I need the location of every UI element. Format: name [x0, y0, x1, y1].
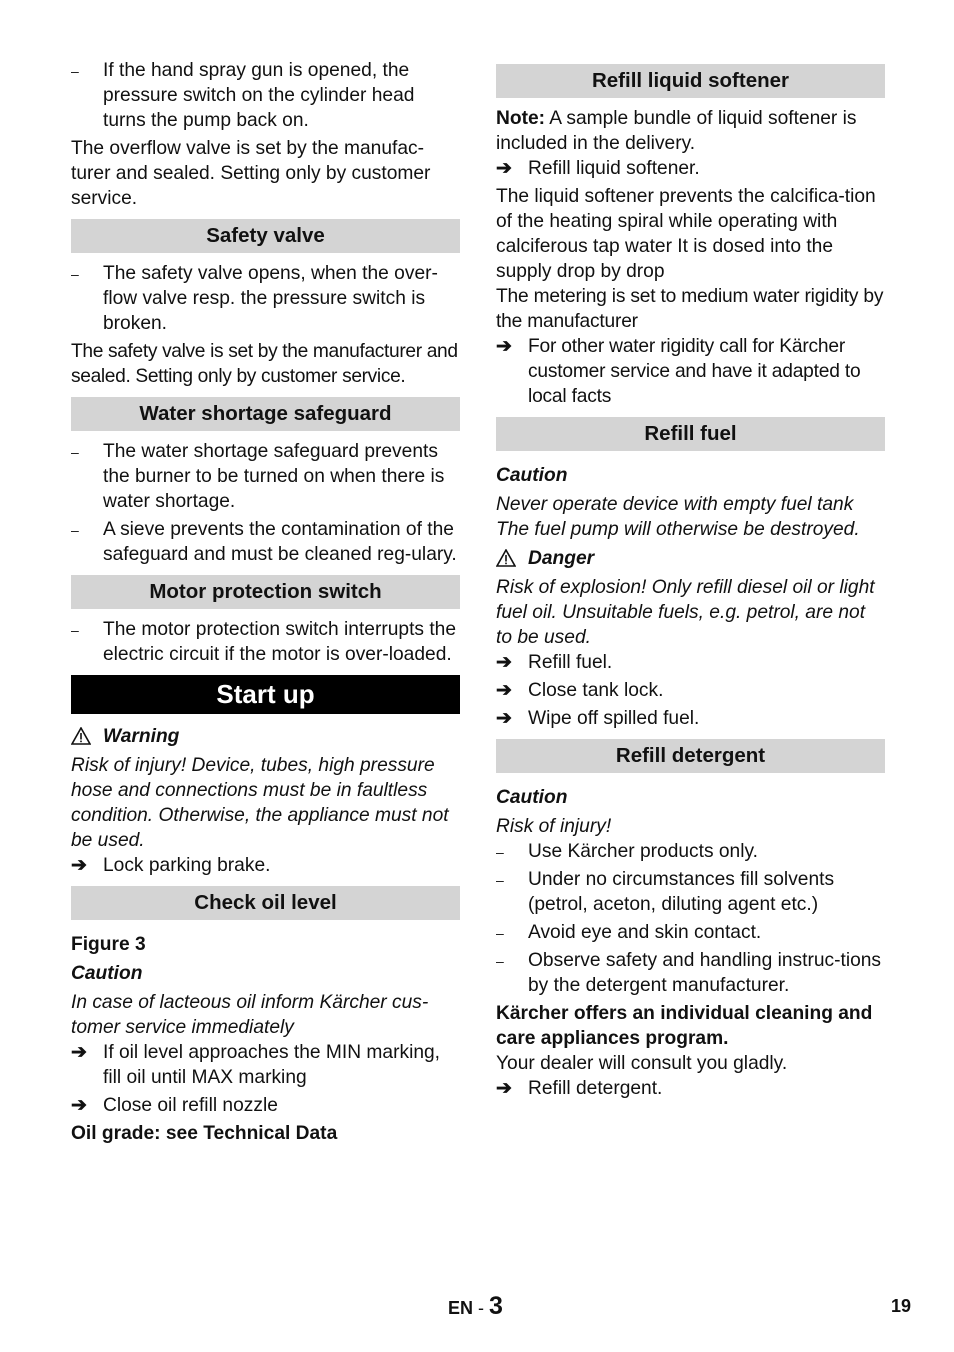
caution-text: Never operate device with empty fuel tank The fuel pump will otherwise be destroyed. — [496, 494, 860, 540]
list-item — [496, 948, 885, 998]
dash-bullet: – — [496, 953, 504, 969]
step-text: Lock parking brake. — [103, 855, 271, 876]
list-item — [71, 58, 460, 133]
arrow-icon: ➔ — [71, 855, 87, 876]
caution-label: Caution — [496, 465, 568, 486]
list-item — [71, 439, 460, 514]
step-text: Refill liquid softener. — [528, 158, 700, 179]
step-text: Refill detergent. — [528, 1078, 663, 1099]
step-text: For other water rigidity call for Kärcher customer service and have it adapted to local facts — [528, 336, 861, 407]
left-column — [71, 58, 460, 1146]
list-item-text: Observe safety and handling instruc-tions by the detergent manufacturer. — [528, 950, 882, 996]
section-heading-softener: Refill liquid softener — [496, 64, 885, 98]
warning-triangle-icon — [496, 549, 516, 567]
step-text: If oil level approaches the MIN marking, fill oil until MAX marking — [103, 1042, 440, 1088]
dash-bullet: – — [496, 872, 504, 888]
warning-text: Risk of injury! Device, tubes, high pressure hose and connections must be in faultless condition. Otherwise, the appliance must not be used. — [71, 755, 449, 851]
step-item — [496, 706, 885, 731]
oil-grade-text: Oil grade: see Technical Data — [71, 1123, 338, 1144]
step-text: Wipe off spilled fuel. — [528, 708, 700, 729]
footer-section-marker — [448, 1292, 503, 1321]
list-item — [71, 261, 460, 336]
section-heading-fuel: Refill fuel — [496, 417, 885, 451]
dash-bullet: – — [496, 925, 504, 941]
step-item — [496, 678, 885, 703]
chapter-heading-start-up: Start up — [71, 675, 460, 714]
list-item — [71, 517, 460, 567]
safety-valve-text: The safety valve is set by the manufacturer and sealed. Setting only by customer service. — [71, 341, 458, 387]
dash-bullet: – — [71, 444, 79, 460]
list-item — [496, 920, 885, 945]
danger-label — [496, 546, 885, 571]
overflow-valve-text: The overflow valve is set by the manufac-turer and sealed. Setting only by customer service. — [71, 138, 431, 209]
footer-separator: - — [473, 1298, 490, 1318]
step-text: Close oil refill nozzle — [103, 1095, 278, 1116]
dash-bullet: – — [71, 522, 79, 538]
caution-label: Caution — [496, 787, 568, 808]
section-heading-detergent: Refill detergent — [496, 739, 885, 773]
figure-reference: Figure 3 — [71, 934, 146, 955]
list-item-text: The safety valve opens, when the over-flow valve resp. the pressure switch is broken. — [103, 263, 438, 334]
caution-text: In case of lacteous oil inform Kärcher cus-tomer service immediately — [71, 992, 429, 1038]
step-item — [496, 334, 885, 409]
caution-text: Risk of injury! — [496, 816, 612, 837]
list-item-text: Use Kärcher products only. — [528, 841, 758, 862]
step-text: Refill fuel. — [528, 652, 613, 673]
footer-lang: EN — [448, 1298, 474, 1318]
dash-bullet: – — [71, 266, 79, 282]
dash-bullet: – — [496, 844, 504, 860]
warning-label — [71, 724, 460, 749]
list-item-text: The motor protection switch interrupts the electric circuit if the motor is over-loaded. — [103, 619, 456, 665]
list-item-text: A sieve prevents the contamination of the safeguard and must be cleaned reg-ulary. — [103, 519, 457, 565]
note-text: A sample bundle of liquid softener is included in the delivery. — [496, 108, 857, 154]
danger-text: Risk of explosion! Only refill diesel oil or light fuel oil. Unsuitable fuels, e.g. petrol, are not to be used. — [496, 577, 875, 648]
step-item — [496, 156, 885, 181]
warning-triangle-icon — [71, 727, 91, 745]
section-heading-motor-protection: Motor protection switch — [71, 575, 460, 609]
step-item — [71, 853, 460, 878]
arrow-icon: ➔ — [71, 1042, 87, 1063]
arrow-icon: ➔ — [496, 1078, 512, 1099]
list-item-text: The water shortage safeguard prevents the burner to be turned on when there is water shortage. — [103, 441, 445, 512]
caution-label: Caution — [71, 963, 143, 984]
step-item — [71, 1040, 460, 1090]
arrow-icon: ➔ — [71, 1095, 87, 1116]
list-item-text: If the hand spray gun is opened, the pressure switch on the cylinder head turns the pump back on. — [103, 60, 415, 131]
note-label: Note: — [496, 108, 546, 129]
footer-section-number: 3 — [489, 1292, 503, 1320]
metering-text: The metering is set to medium water rigidity by the manufacturer — [496, 286, 884, 332]
softener-text: The liquid softener prevents the calcifica-tion of the heating spiral while operating with calciferous tap water It is dosed into the supply drop by drop — [496, 186, 876, 282]
dash-bullet: – — [71, 63, 79, 79]
section-heading-safety-valve: Safety valve — [71, 219, 460, 253]
dash-bullet: – — [71, 622, 79, 638]
page-number: 19 — [891, 1296, 912, 1316]
dealer-text: Your dealer will consult you gladly. — [496, 1053, 788, 1074]
arrow-icon: ➔ — [496, 158, 512, 179]
list-item — [496, 867, 885, 917]
arrow-icon: ➔ — [496, 336, 512, 357]
list-item — [496, 839, 885, 864]
step-item — [71, 1093, 460, 1118]
section-heading-check-oil: Check oil level — [71, 886, 460, 920]
danger-label-text: Danger — [528, 548, 595, 569]
list-item — [71, 617, 460, 667]
step-item — [496, 1076, 885, 1101]
arrow-icon: ➔ — [496, 652, 512, 673]
list-item-text: Avoid eye and skin contact. — [528, 922, 762, 943]
arrow-icon: ➔ — [496, 708, 512, 729]
list-item-text: Under no circumstances fill solvents (petrol, aceton, diluting agent etc.) — [528, 869, 835, 915]
right-column — [496, 58, 885, 1101]
note-paragraph — [496, 106, 885, 156]
step-text: Close tank lock. — [528, 680, 664, 701]
step-item — [496, 650, 885, 675]
arrow-icon: ➔ — [496, 680, 512, 701]
program-text: Kärcher offers an individual cleaning and care appliances program. — [496, 1003, 873, 1049]
section-heading-water-shortage: Water shortage safeguard — [71, 397, 460, 431]
warning-label-text: Warning — [103, 726, 180, 747]
